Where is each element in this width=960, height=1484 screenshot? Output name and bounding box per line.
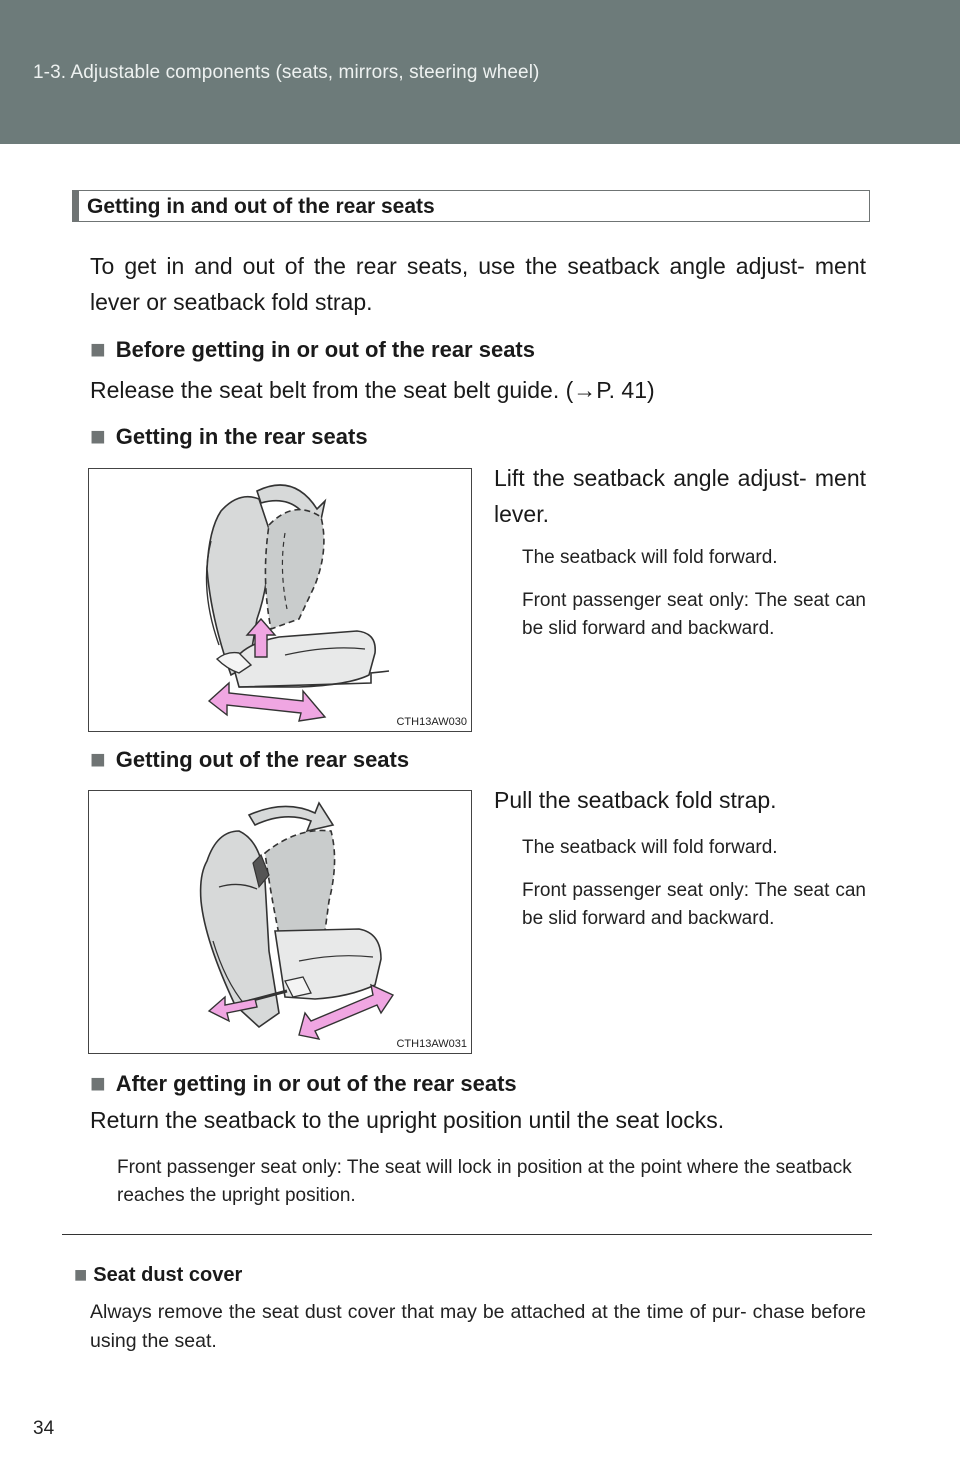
subhead-dust-cover xyxy=(74,1262,242,1288)
page-header xyxy=(0,0,960,144)
subhead-getting-in-text: Getting in the rear seats xyxy=(115,424,368,449)
square-bullet-icon: ■ xyxy=(74,1262,88,1287)
seat-lever-illustration xyxy=(89,469,471,731)
after-note: Front passenger seat only: The seat will lock in position at the point where the seatback reaches the upright position. xyxy=(117,1157,852,1206)
figure-seatback-lever xyxy=(88,468,472,732)
note-front-passenger: Front passenger seat only: The seat can be slid forward and backward. xyxy=(522,590,866,639)
note-fold-forward: The seatback will fold forward. xyxy=(522,547,778,568)
figure-fold-strap xyxy=(88,790,472,1054)
section-title-box xyxy=(72,190,870,222)
seat-strap-illustration xyxy=(89,791,471,1053)
subhead-dust-cover-text: Seat dust cover xyxy=(93,1264,243,1286)
before-text: Release the seat belt from the seat belt guide. (→P. 41) xyxy=(90,377,655,403)
figure-code: CTH13AW031 xyxy=(396,1038,467,1050)
square-bullet-icon: ■ xyxy=(90,744,106,774)
subhead-getting-in xyxy=(90,421,368,452)
square-bullet-icon: ■ xyxy=(90,334,106,364)
subhead-getting-out xyxy=(90,744,409,775)
section-title: Getting in and out of the rear seats xyxy=(87,195,435,218)
dust-cover-text: Always remove the seat dust cover that may be attached at the time of pur- chase before using the seat. xyxy=(90,1301,866,1352)
subhead-before xyxy=(90,334,535,365)
note-fold-forward-2: The seatback will fold forward. xyxy=(522,837,778,858)
square-bullet-icon: ■ xyxy=(90,421,106,451)
title-accent-bar xyxy=(73,191,79,221)
step-getting-in: Lift the seatback angle adjust- ment lever. xyxy=(494,465,866,527)
note-front-passenger-2: Front passenger seat only: The seat can be slid forward and backward. xyxy=(522,880,866,929)
after-text: Return the seatback to the upright position until the seat locks. xyxy=(90,1107,725,1133)
subhead-getting-out-text: Getting out of the rear seats xyxy=(115,747,410,772)
intro-paragraph: To get in and out of the rear seats, use the seatback angle adjust- ment lever or seatback fold strap. xyxy=(90,253,866,315)
step-getting-out: Pull the seatback fold strap. xyxy=(494,787,777,813)
subhead-after-text: After getting in or out of the rear seats xyxy=(115,1071,517,1096)
breadcrumb: 1-3. Adjustable components (seats, mirrors, steering wheel) xyxy=(33,62,540,83)
page-number: 34 xyxy=(33,1418,55,1439)
subhead-before-text: Before getting in or out of the rear seats xyxy=(115,337,535,362)
section-divider xyxy=(62,1234,872,1235)
figure-code: CTH13AW030 xyxy=(396,716,467,728)
square-bullet-icon: ■ xyxy=(90,1068,106,1098)
subhead-after xyxy=(90,1068,517,1099)
